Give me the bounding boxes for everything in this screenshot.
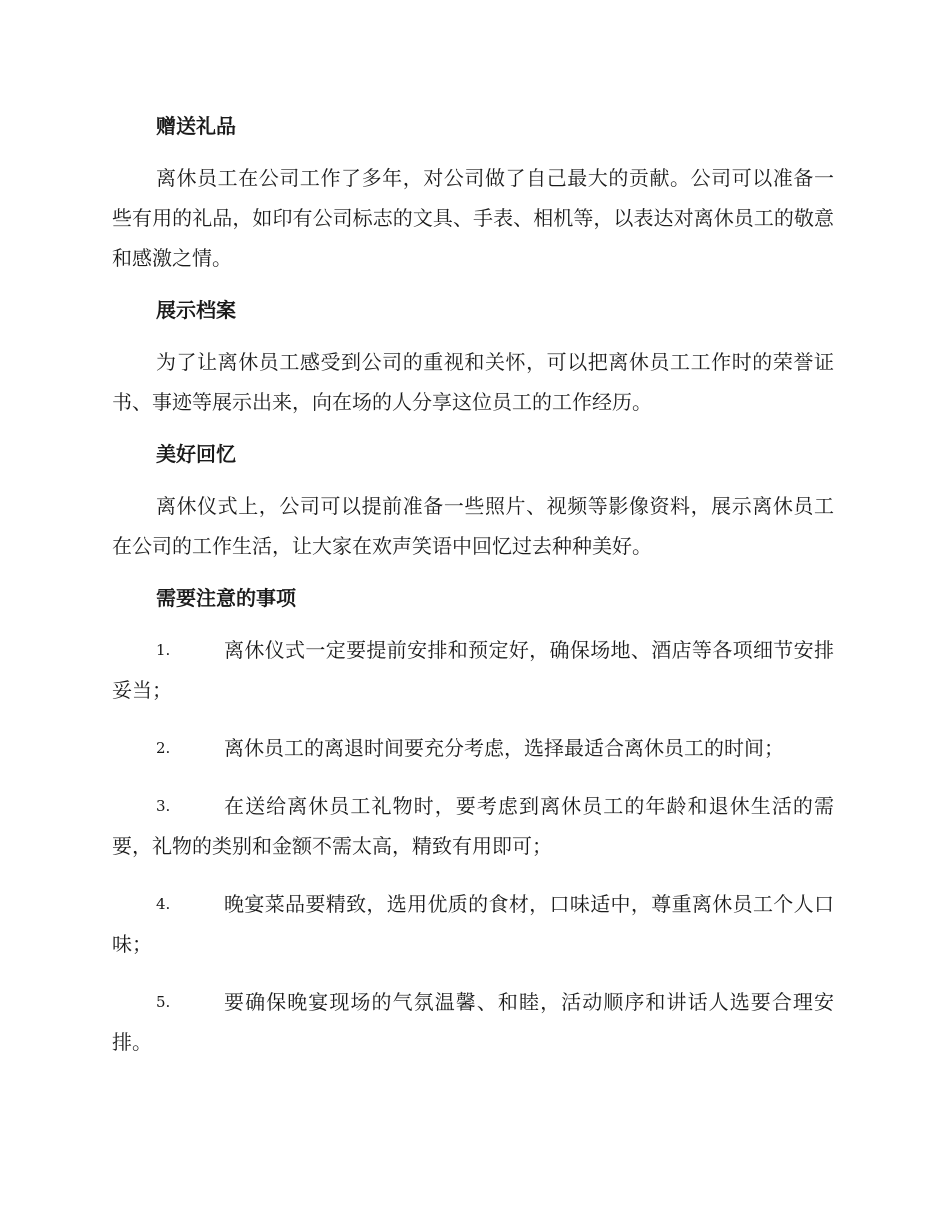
section-body-archives: 为了让离休员工感受到公司的重视和关怀，可以把离休员工工作时的荣誉证书、事迹等展示出来，向在场的人分享这位员工的工作经历。 xyxy=(112,350,834,414)
list-item-number: 2. xyxy=(156,739,171,757)
list-item-number: 1. xyxy=(156,641,171,659)
section-body-gifts: 离休员工在公司工作了多年，对公司做了自己最大的贡献。公司可以准备一些有用的礼品，如印有公司标志的文具、手表、相机等，以表达对离休员工的敬意和感激之情。 xyxy=(112,166,834,270)
document-page xyxy=(112,106,834,1062)
list-item-number: 5. xyxy=(156,993,171,1011)
list-item xyxy=(112,884,834,964)
list-item-text: 要确保晚宴现场的气氛温馨、和睦，活动顺序和讲话人选要合理安排。 xyxy=(112,990,834,1054)
section-heading-gifts: 赠送礼品 xyxy=(156,114,236,138)
list-item xyxy=(112,630,834,710)
section-heading-archives: 展示档案 xyxy=(156,298,236,322)
list-item xyxy=(112,982,834,1062)
list-item xyxy=(112,786,834,866)
list-item-text: 离休仪式一定要提前安排和预定好，确保场地、酒店等各项细节安排妥当； xyxy=(112,638,834,702)
section-body-memories: 离休仪式上，公司可以提前准备一些照片、视频等影像资料，展示离休员工在公司的工作生活，让大家在欢声笑语中回忆过去种种美好。 xyxy=(112,494,834,558)
list-item-text: 晚宴菜品要精致，选用优质的食材，口味适中，尊重离休员工个人口味； xyxy=(112,892,834,956)
list-item-number: 3. xyxy=(156,797,171,815)
section-heading-notes: 需要注意的事项 xyxy=(156,586,296,610)
list-item-number: 4. xyxy=(156,895,171,913)
notes-list xyxy=(112,630,834,1062)
section-heading-memories: 美好回忆 xyxy=(156,442,236,466)
list-item-text: 离休员工的离退时间要充分考虑，选择最适合离休员工的时间； xyxy=(224,736,784,760)
list-item-text: 在送给离休员工礼物时，要考虑到离休员工的年龄和退休生活的需要，礼物的类别和金额不需太高，精致有用即可； xyxy=(112,794,834,858)
list-item xyxy=(112,728,834,768)
